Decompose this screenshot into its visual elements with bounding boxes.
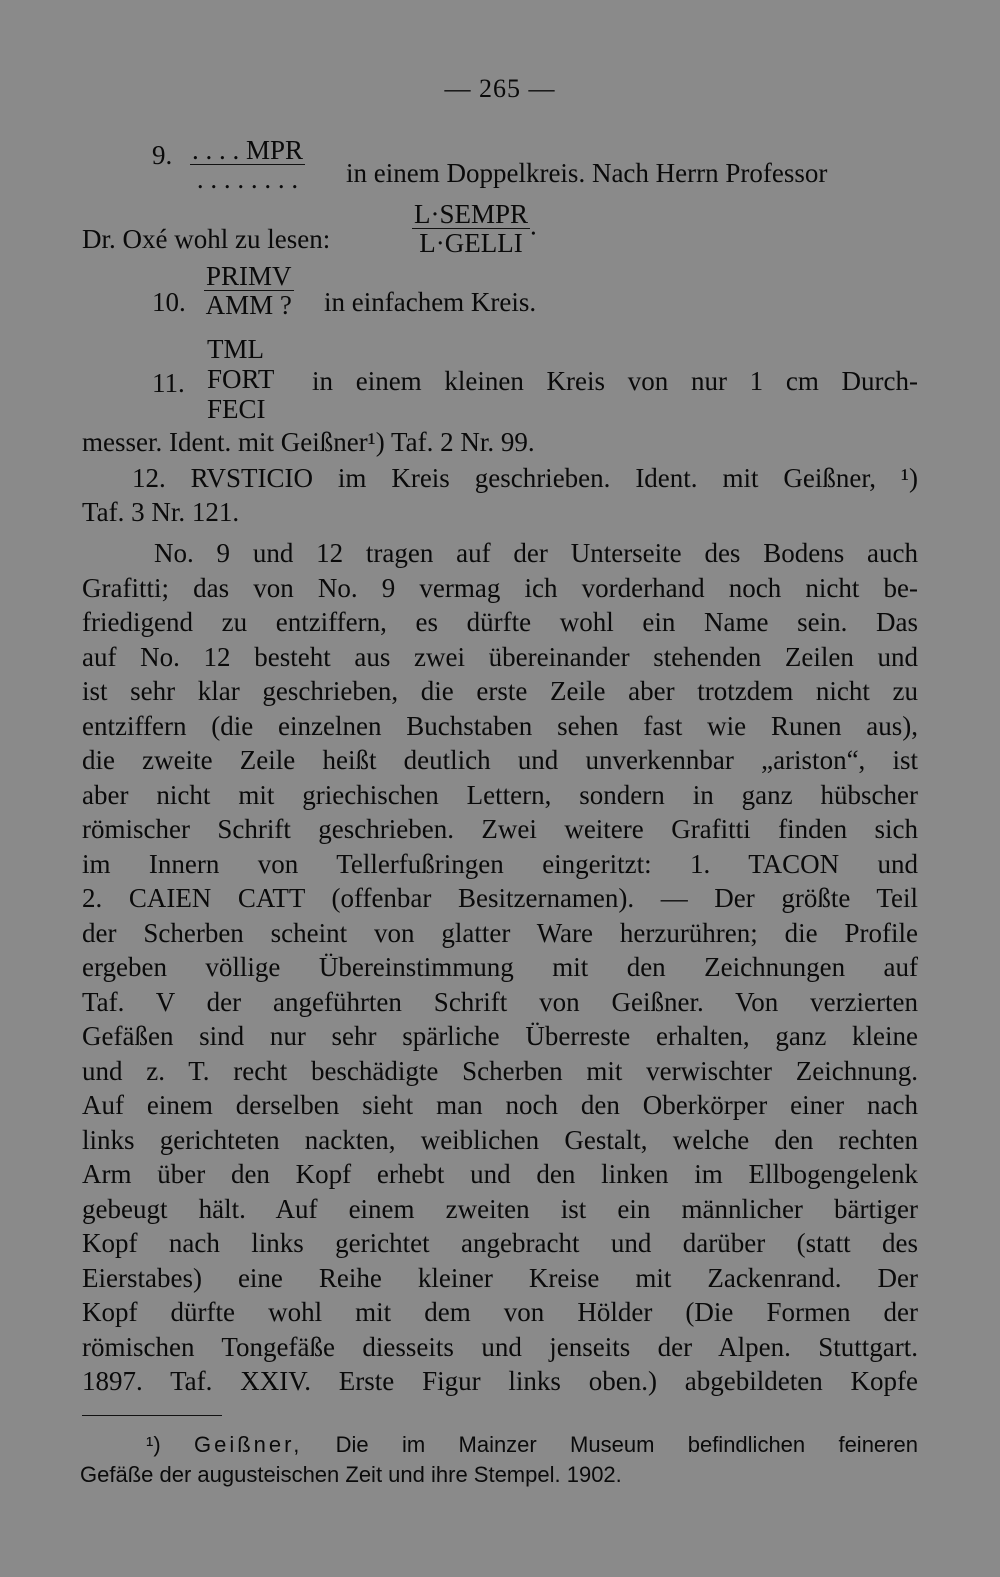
footnote-rule — [82, 1415, 222, 1416]
entry-12 — [132, 461, 918, 496]
body-line: die zweite Zeile heißt deutlich und unverkennbar „ariston“, ist — [82, 745, 918, 775]
footnote-marker: ¹) — [146, 1432, 161, 1457]
body-paragraph — [82, 536, 918, 1399]
entry-9-stamp — [190, 136, 305, 193]
body-line: 2. CAIEN CATT (offenbar Besitzernamen). — Der größte Teil — [82, 883, 918, 913]
body-line: römischer Schrift geschrieben. Zwei weitere Grafitti finden sich — [82, 814, 918, 844]
body-line: Kopf nach links gerichtet angebracht und darüber (statt des — [82, 1228, 918, 1258]
body-line: auf No. 12 besteht aus zwei übereinander stehenden Zeilen und — [82, 641, 918, 672]
entry-11-description: in einem kleinen Kreis von nur 1 cm Durch- — [312, 366, 918, 396]
footnote-title-start: Die im Mainzer Museum befindlichen feineren — [335, 1432, 918, 1457]
body-line: No. 9 und 12 tragen auf der Unterseite des Bodens auch — [154, 538, 918, 568]
entry-10-denominator: AMM ? — [205, 290, 292, 320]
entry-11-continuation: messer. Ident. mit Geißner¹) Taf. 2 Nr. 99. — [82, 427, 535, 457]
entry-11-line-3: FECI — [207, 394, 266, 424]
body-line: Kopf dürfte wohl mit dem von Hölder (Die Formen der — [82, 1297, 918, 1327]
body-line: ergeben völlige Übereinstimmung mit den Zeichnungen auf — [82, 952, 918, 982]
entry-9-fraction — [190, 136, 305, 193]
footnote — [80, 1430, 918, 1490]
body-line: Arm über den Kopf erhebt und den linken im Ellbogengelenk — [82, 1159, 918, 1189]
entry-9-reading-end: . — [530, 210, 537, 241]
entry-10-numerator: PRIMV — [206, 261, 292, 291]
body-line: aber nicht mit griechischen Lettern, sondern in ganz hübscher — [82, 779, 918, 810]
entry-10-description: in einfachem Kreis. — [324, 287, 537, 317]
entry-12-line-2: Taf. 3 Nr. 121. — [82, 497, 240, 527]
body-line: römischen Tongefäße diesseits und jenseits der Alpen. Stuttgart. — [82, 1331, 918, 1362]
body-line: Eierstabes) eine Reihe kleiner Kreise mit Zackenrand. Der — [82, 1262, 918, 1293]
body-line: entziffern (die einzelnen Buchstaben sehen fast wie Runen aus), — [82, 710, 918, 741]
entry-10-number: 10. — [152, 287, 186, 317]
body-line: 1897. Taf. XXIV. Erste Figur links oben.) abgebildeten Kopfe — [82, 1366, 918, 1396]
footnote-line-2: Gefäße der augusteischen Zeit und ihre Stempel. 1902. — [80, 1462, 622, 1487]
body-line: gebeugt hält. Auf einem zweiten ist ein männlicher bärtiger — [82, 1193, 918, 1224]
entry-9-reading-denominator: L·GELLI — [419, 228, 523, 258]
entry-11-line-1: TML — [207, 334, 264, 364]
entry-9-reading-fraction — [412, 200, 530, 257]
entry-9-description: in einem Doppelkreis. Nach Herrn Professor — [346, 158, 828, 188]
body-line: Taf. V der angeführten Schrift von Geißner. Von verzierten — [82, 986, 918, 1017]
body-line: ist sehr klar geschrieben, die erste Zeile aber trotzdem nicht zu — [82, 676, 918, 706]
footnote-author: Geißner, — [193, 1432, 303, 1457]
entry-10-stamp — [204, 262, 294, 319]
body-line: und z. T. recht beschädigte Scherben mit verwischter Zeichnung. — [82, 1055, 918, 1086]
entry-10-fraction — [204, 262, 294, 319]
entry-12-line-1: 12. RVSTICIO im Kreis geschrieben. Ident. mit Geißner, ¹) — [132, 463, 918, 493]
entry-9-number: 9. — [152, 140, 173, 170]
entry-9-numerator: . . . . MPR — [192, 135, 304, 165]
footnote-line-1 — [80, 1430, 918, 1460]
entry-11-stamp — [207, 334, 274, 424]
entry-9-reading — [412, 200, 537, 257]
entry-11-line-2: FORT — [207, 364, 275, 394]
body-line: der Scherben scheint von glatter Ware herzurühren; die Profile — [82, 917, 918, 948]
body-line: Gefäßen sind nur sehr spärliche Überreste erhalten, ganz kleine — [82, 1021, 918, 1051]
entry-11-number: 11. — [152, 368, 185, 398]
body-line: friedigend zu entziffern, es dürfte wohl ein Name sein. Das — [82, 607, 918, 637]
body-line: Grafitti; das von No. 9 vermag ich vorderhand noch nicht be- — [82, 572, 918, 603]
body-line: links gerichteten nackten, weiblichen Gestalt, welche den rechten — [82, 1124, 918, 1155]
entry-9-denominator: . . . . . . . . — [196, 164, 299, 194]
entry-9-reading-numerator: L·SEMPR — [414, 199, 529, 229]
entry-9-reading-intro: Dr. Oxé wohl zu lesen: — [82, 224, 331, 254]
body-line: im Innern von Tellerfußringen eingeritzt: 1. TACON und — [82, 848, 918, 879]
body-line: Auf einem derselben sieht man noch den Oberkörper einer nach — [82, 1090, 918, 1120]
page-number: — 265 — — [444, 74, 556, 103]
